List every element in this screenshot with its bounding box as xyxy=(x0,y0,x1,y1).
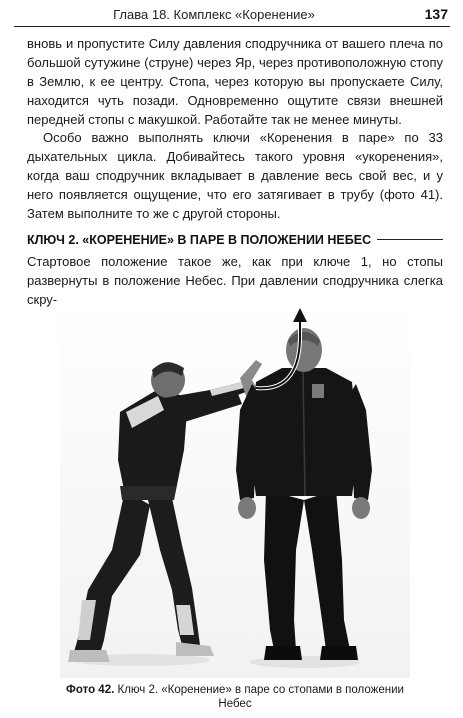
caption-label: Фото 42. xyxy=(66,684,115,696)
heading-rule xyxy=(377,239,443,240)
paragraph-1: вновь и пропустите Силу давления сподручника от вашего плеча по большой сутужине (струне) через Яр, через противоположную стопу в Землю, к ее центру. Стопа, через которую вы пропускаете Силу, находится чуть позади. Одновременно ощутите связи внешней передней стопы с макушкой. Работайте так не менее минуты. xyxy=(27,36,443,127)
paragraph-3: Стартовое положение такое же, как при ключе 1, но стопы развернуты в положение Небес. При давлении сподручника слегка скру- xyxy=(27,254,443,307)
section-heading xyxy=(27,230,443,249)
paragraph-2: Особо важно выполнять ключи «Коренения в паре» по 33 дыхательных цикла. Добивайтесь такого уровня «укоренения», когда ваш сподручник вкладывает в давление весь свой вес, и у него появляется ощущение, что его затягивает в трубу (фото 41). Затем выполните то же с другой стороны. xyxy=(27,130,443,221)
section-heading-text: КЛЮЧ 2. «КОРЕНЕНИЕ» В ПАРЕ В ПОЛОЖЕНИИ НЕБЕС xyxy=(27,232,372,247)
page-number: 137 xyxy=(424,6,448,22)
figure-caption xyxy=(60,683,410,711)
jacket-emblem xyxy=(312,384,324,398)
chapter-title: Глава 18. Комплекс «Коренение» xyxy=(113,7,315,22)
figure-photo xyxy=(60,300,410,678)
caption-text: Ключ 2. «Коренение» в паре со стопами в положении Небес xyxy=(117,684,404,710)
running-header xyxy=(14,6,450,27)
